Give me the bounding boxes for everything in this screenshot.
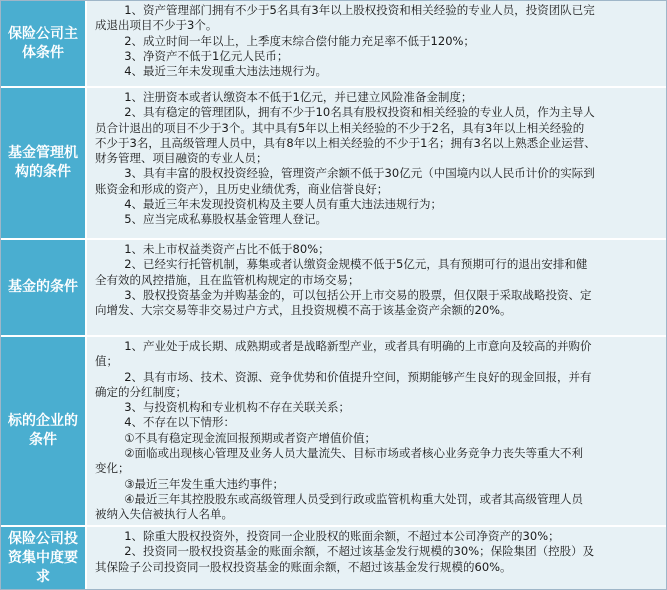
content-line: 3、股权投资基金为并购基金的，可以包括公开上市交易的股票，但仅限于采取战略投资、定 [95,287,592,302]
content-line: 3、具有丰富的股权投资经验，管理资产余额不低于30亿元（中国境内以人民币计价的实际到 [95,166,595,181]
content-line: 5、应当完成私募股权基金管理人登记。 [95,212,328,227]
content-line: 不少于3名，且高级管理人员中，具有8年以上相关经验的不少于1名；拥有3名以上熟悉企业运营、 [95,135,596,150]
content-line: 1、资产管理部门拥有不少于5名具有3年以上股权投资和相关经验的专业人员，投资团队已完 [95,3,595,17]
content-line: ②面临或出现核心管理及业务人员大量流失、目标市场或者核心业务竞争力丧失等重大不利 [95,446,584,461]
content-line: 1、未上市权益类资产占比不低于80%； [95,242,330,256]
row-header: 保险公司主体条件 [1,1,87,86]
content-line: ③最近三年发生重大违约事件； [95,476,285,491]
content-line: 1、除重大股权投资外，投资同一企业股权的账面余额，不超过本公司净资产的30%； [95,529,560,543]
content-line: 4、最近三年未发现重大违法违规行为。 [95,64,328,79]
content-line: 4、不存在以下情形： [95,415,236,430]
content-line: 3、与投资机构和专业机构不存在关联关系； [95,400,351,415]
content-line: 2、投资同一股权投资基金的账面余额，不超过该基金发行规模的30%；保险集团（控股）及 [95,544,595,559]
row-header: 基金管理机构的条件 [1,88,87,238]
content-line: 1、产业处于成长期、成熟期或者是战略新型产业，或者具有明确的上市意向及较高的并购价 [95,339,592,353]
table-row-target-enterprise [1,337,666,527]
content-line: 全有效的风控措施，且在监管机构规定的市场交易； [95,272,360,287]
row-header: 标的企业的条件 [1,337,87,525]
row-header: 基金的条件 [1,240,87,335]
row-content [87,527,666,589]
row-content [87,337,666,525]
content-line: ④最近三年其控股股东或高级管理人员受到行政或监管机构重大处罚，或者其高级管理人员 [95,491,584,506]
content-line: 2、具有市场、技术、资源、竞争优势和价值提升空间，预期能够产生良好的现金回报，并有 [95,369,592,384]
content-line: 4、最近三年未发现投资机构及主要人员有重大违法违规行为； [95,197,443,212]
content-line: 1、注册资本或者认缴资本不低于1亿元，并已建立风险准备金制度； [95,90,473,104]
row-content [87,240,666,335]
content-line: 被纳入失信被执行人名单。 [95,507,233,522]
content-line: ①不具有稳定现金流回报预期或者资产增值价值； [95,430,377,445]
content-line: 2、已经实行托管机制，募集或者认缴资金规模不低于5亿元，具有预期可行的退出安排和健 [95,257,588,272]
table-row-fund-conditions [1,240,666,337]
table-row-concentration-limits [1,527,666,589]
content-line: 员合计退出的项目不少于3个。其中具有5年以上相关经验的不少于2名，具有3年以上相关经验的 [95,120,585,135]
row-content [87,88,666,238]
content-line: 3、净资产不低于1亿元人民币； [95,48,289,63]
content-line: 其保险子公司投资同一股权投资基金的账面余额，不超过该基金发行规模的60%。 [95,559,512,574]
content-line: 变化； [95,461,130,476]
row-content [87,1,666,86]
content-line: 2、具有稳定的管理团队，拥有不少于10名具有股权投资和相关经验的专业人员，作为主导人 [95,105,595,120]
table-row-insurer-eligibility [1,1,666,88]
content-line: 2、成立时间一年以上，上季度末综合偿付能力充足率不低于120%； [95,33,475,48]
row-header: 保险公司投资集中度要求 [1,527,87,589]
content-line: 向增发、大宗交易等非交易过户方式，且投资规模不高于该基金资产余额的20%。 [95,303,512,318]
content-line: 成退出项目不少于3个。 [95,18,218,33]
content-line: 确定的分红制度； [95,384,187,399]
table-row-fund-manager [1,88,666,240]
content-line: 账资金和形成的资产），且历史业绩优秀，商业信誉良好； [95,181,389,196]
content-line: 财务管理、项目融资的专业人员； [95,151,268,166]
content-line: 值； [95,354,118,369]
